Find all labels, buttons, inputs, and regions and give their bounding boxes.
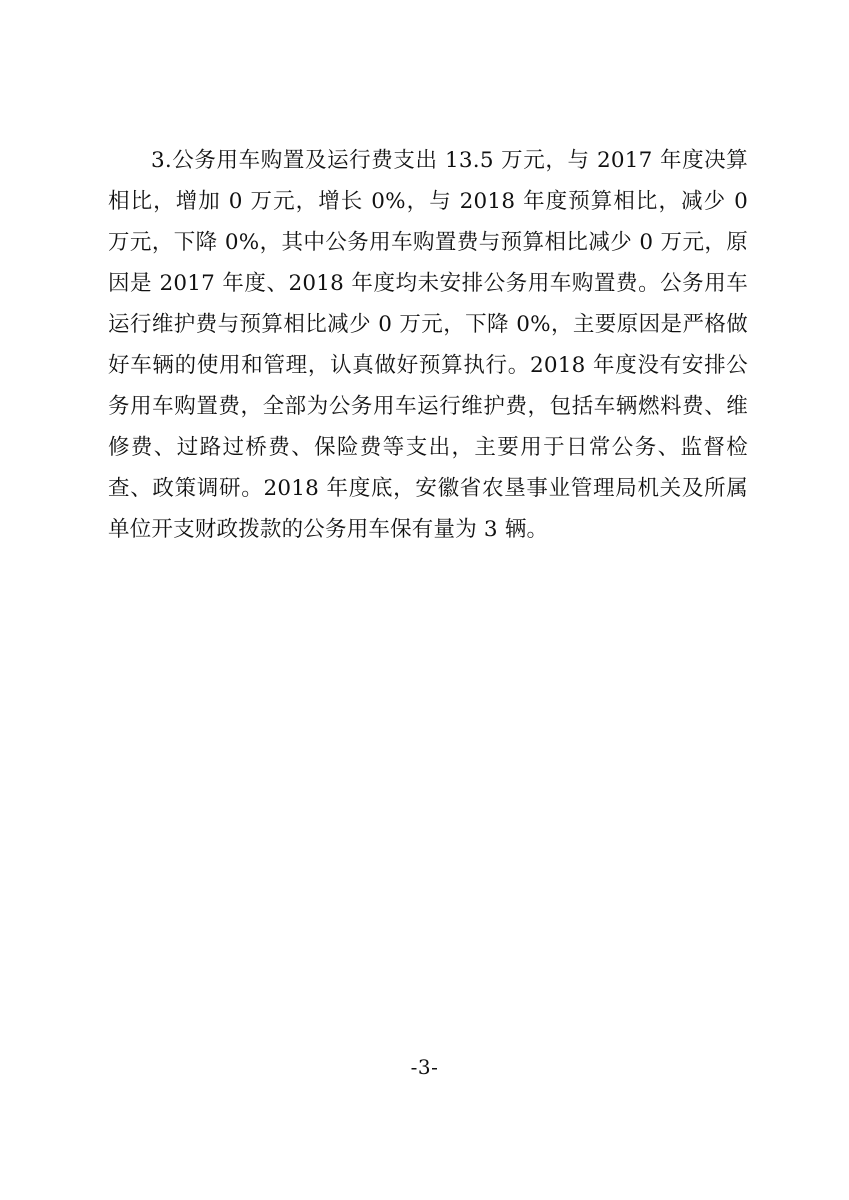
paragraph-public-vehicle-expenditure: 3.公务用车购置及运行费支出 13.5 万元，与 2017 年度决算相比，增加 0 万元，增长 0%，与 2018 年度预算相比，减少 0 万元，下降 0%，其中公务用车购置费与预算相比减少 0 万元，原因是 2017 年度、2018 年度均未安排公务用车购置费。公务用车运行维护费与预算相比减少 0 万元，下降 0%，主要原因是严格做好车辆的使用和管理，认真做好预算执行。2018 年度没有安排公务用车购置费，全部为公务用车运行维护费，包括车辆燃料费、维修费、过路过桥费、保险费等支出，主要用于日常公务、监督检查、政策调研。2018 年度底，安徽省农垦事业管理局机关及所属单位开支财政拨款的公务用车保有量为 3 辆。 xyxy=(108,148,748,542)
page-content-area xyxy=(108,140,748,550)
page-footer xyxy=(0,1055,849,1079)
page-number: -3- xyxy=(410,1055,439,1079)
